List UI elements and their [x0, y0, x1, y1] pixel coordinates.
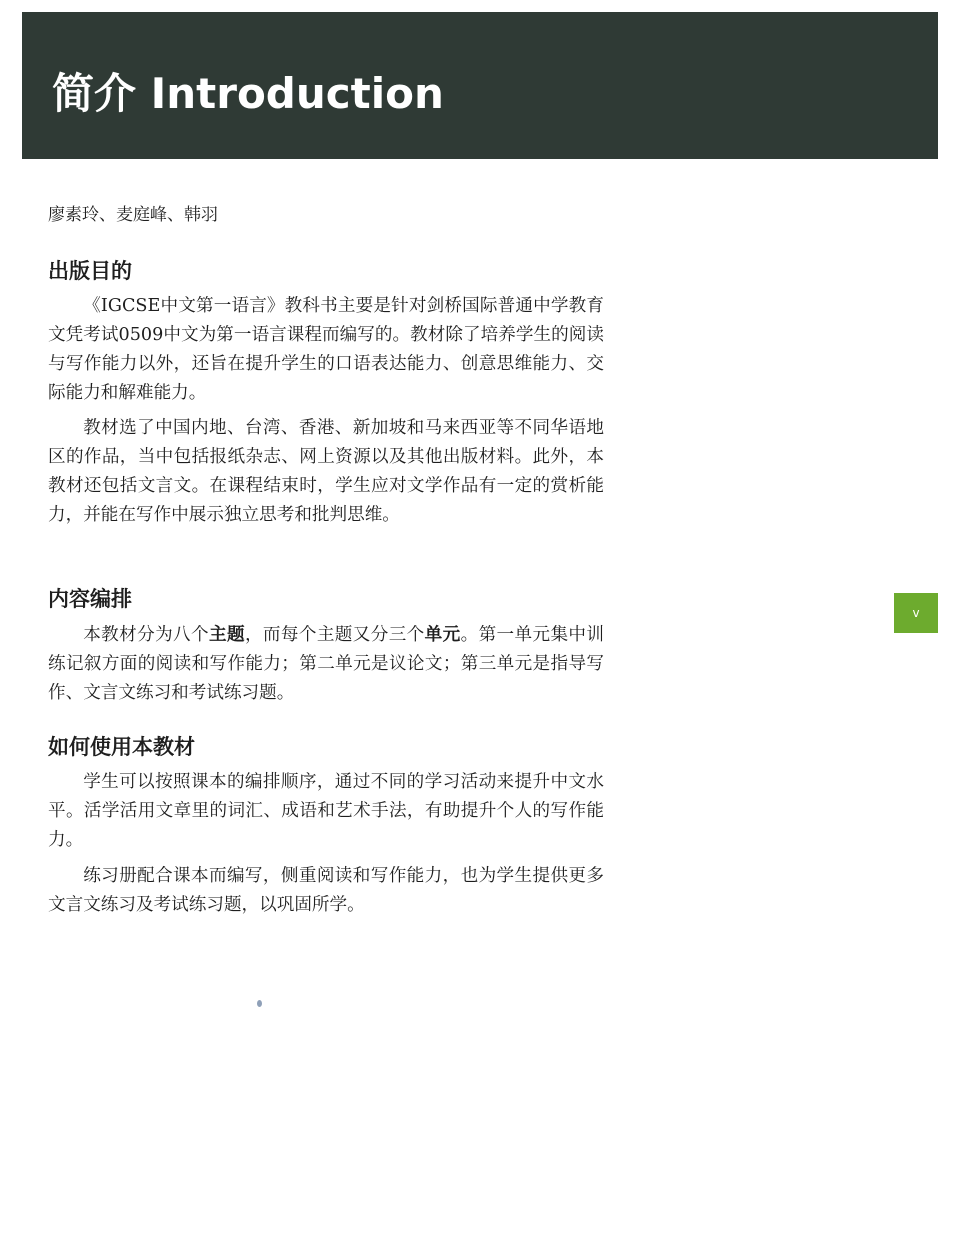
- paragraph-usage-2: 练习册配合课本而编写，侧重阅读和写作能力，也为学生提供更多文言文练习及考试练习题，以巩固所学。: [48, 866, 604, 915]
- keyword-theme: 主题: [208, 624, 245, 645]
- scan-speck: [257, 1000, 262, 1007]
- authors-line: 廖素玲、麦庭峰、韩羽: [48, 205, 218, 225]
- paragraph-content-text-3: 。第一单元集中训练记叙方面的阅读和写作能力；第二单元是议论文；第三单元是指导写作、文言文练习和考试练习题。: [48, 625, 604, 703]
- section-heading-usage: 如何使用本教材: [48, 735, 195, 759]
- paragraph-content-text-1: 本教材分为八个: [83, 625, 209, 645]
- page-title: 简介 Introduction: [52, 69, 444, 118]
- paragraph-purpose-2: 教材选了中国内地、台湾、香港、新加坡和马来西亚等不同华语地区的作品，当中包括报纸杂志、网上资源以及其他出版材料。此外，本教材还包括文言文。在课程结束时，学生应对文学作品有一定的赏析能力，并能在写作中展示独立思考和批判思维。: [48, 418, 604, 525]
- page-number-tab: v: [894, 593, 938, 633]
- paragraph-content-text-2: ，而每个主题又分三个: [244, 625, 425, 645]
- paragraph-content: [48, 620, 604, 708]
- section-heading-purpose: 出版目的: [48, 259, 132, 283]
- paragraph-usage-1: 学生可以按照课本的编排顺序，通过不同的学习活动来提升中文水平。活学活用文章里的词汇、成语和艺术手法，有助提升个人的写作能力。: [48, 772, 604, 850]
- keyword-unit: 单元: [424, 624, 461, 645]
- paragraph-purpose-1: 《IGCSE中文第一语言》教科书主要是针对剑桥国际普通中学教育文凭考试0509中文为第一语言课程而编写的。教材除了培养学生的阅读与写作能力以外，还旨在提升学生的口语表达能力、创意思维能力、交际能力和解难能力。: [48, 296, 604, 403]
- section-heading-content: 内容编排: [48, 587, 132, 611]
